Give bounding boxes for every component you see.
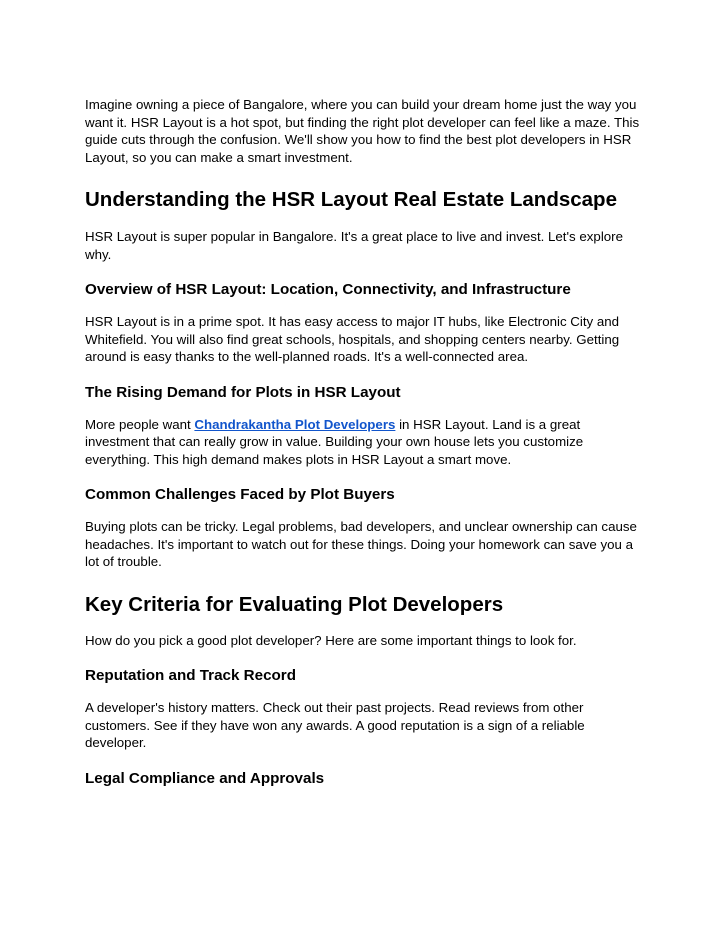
intro-paragraph: Imagine owning a piece of Bangalore, where you can build your dream home just the way you want it. HSR Layout is a hot spot, but finding the right plot developer can feel like a maze. This guide cuts through the confusion. We'll show you how to find the best plot developers in HSR Layout, so you can make a smart investment. — [85, 97, 640, 165]
subheading-demand: The Rising Demand for Plots in HSR Layout — [85, 383, 401, 401]
landscape-paragraph: HSR Layout is super popular in Bangalore. It's a great place to live and invest. Let's explore why. — [85, 229, 623, 262]
demand-paragraph — [85, 416, 641, 469]
subheading-reputation: Reputation and Track Record — [85, 667, 296, 684]
demand-text-after: in HSR Layout. Land is a great investment that can really grow in value. Building your own house lets you customize everything. This high demand makes plots in HSR Layout a smart move. — [85, 416, 584, 467]
subheading-challenges: Common Challenges Faced by Plot Buyers — [85, 486, 395, 503]
subheading-overview: Overview of HSR Layout: Location, Connectivity, and Infrastructure — [85, 281, 571, 298]
section-heading-criteria: Key Criteria for Evaluating Plot Developers — [85, 592, 504, 616]
reputation-paragraph: A developer's history matters. Check out their past projects. Read reviews from other customers. See if they have won any awards. A good reputation is a sign of a reliable developer. — [85, 700, 585, 750]
challenges-paragraph: Buying plots can be tricky. Legal problems, bad developers, and unclear ownership can cause headaches. It's important to watch out for these things. Doing your homework can save you a lot of trouble. — [85, 519, 637, 569]
criteria-paragraph: How do you pick a good plot developer? Here are some important things to look for. — [85, 632, 577, 648]
chandrakantha-link[interactable]: Chandrakantha Plot Developers — [194, 416, 396, 432]
subheading-legal: Legal Compliance and Approvals — [85, 769, 325, 787]
demand-text-before: More people want — [85, 416, 195, 432]
section-heading-landscape: Understanding the HSR Layout Real Estate Landscape — [85, 188, 617, 211]
document-page — [85, 96, 641, 789]
overview-paragraph: HSR Layout is in a prime spot. It has easy access to major IT hubs, like Electronic City and Whitefield. You will also find great schools, hospitals, and shopping centers nearby. Getting around is easy thanks to the well-planned roads. It's a well-connected area. — [85, 314, 620, 364]
